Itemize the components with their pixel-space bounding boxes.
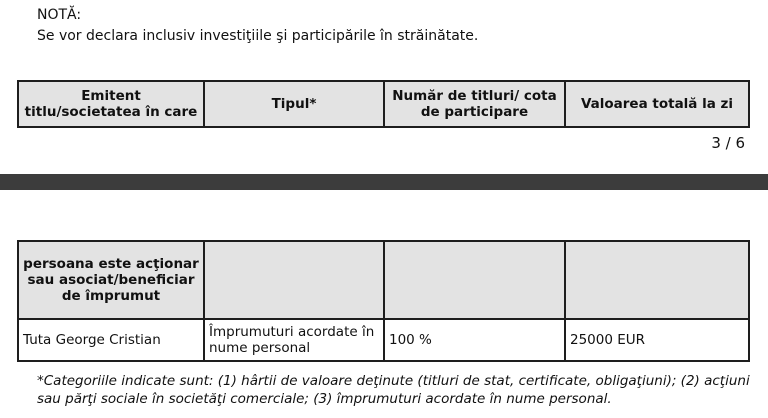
cell-issuer: Tuta George Cristian [18,319,204,361]
header-empty-cell [384,241,565,319]
table-row [18,319,749,361]
note-text: Se vor declara inclusiv investiţiile şi participările în străinătate. [37,28,479,44]
header-share: Număr de titluri/ cota de participare [384,81,565,127]
note-title: NOTĂ: [37,7,82,23]
table-header-row [18,81,749,127]
cell-value: 25000 EUR [565,319,749,361]
table-header-continuation-row [18,241,749,319]
header-empty-cell [565,241,749,319]
header-issuer-continuation: persoana este acţionar sau asociat/beneficiar de împrumut [18,241,204,319]
investments-table [17,240,750,362]
header-type: Tipul* [204,81,384,127]
footnote: *Categoriile indicate sunt: (1) hârtii de valoare deţinute (titluri de stat, certificate, obligaţiuni); (2) acţiuni sau părţi sociale în societăţi comerciale; (3) împrumuturi acordate în nume personal. [37,373,750,407]
header-total-value: Valoarea totală la zi [565,81,749,127]
page-break-divider [0,174,768,190]
investments-table-header [17,80,750,128]
header-issuer: Emitent titlu/societatea în care [18,81,204,127]
cell-share: 100 % [384,319,565,361]
page-number: 3 / 6 [711,134,745,152]
cell-type: Împrumuturi acordate în nume personal [204,319,384,361]
header-empty-cell [204,241,384,319]
